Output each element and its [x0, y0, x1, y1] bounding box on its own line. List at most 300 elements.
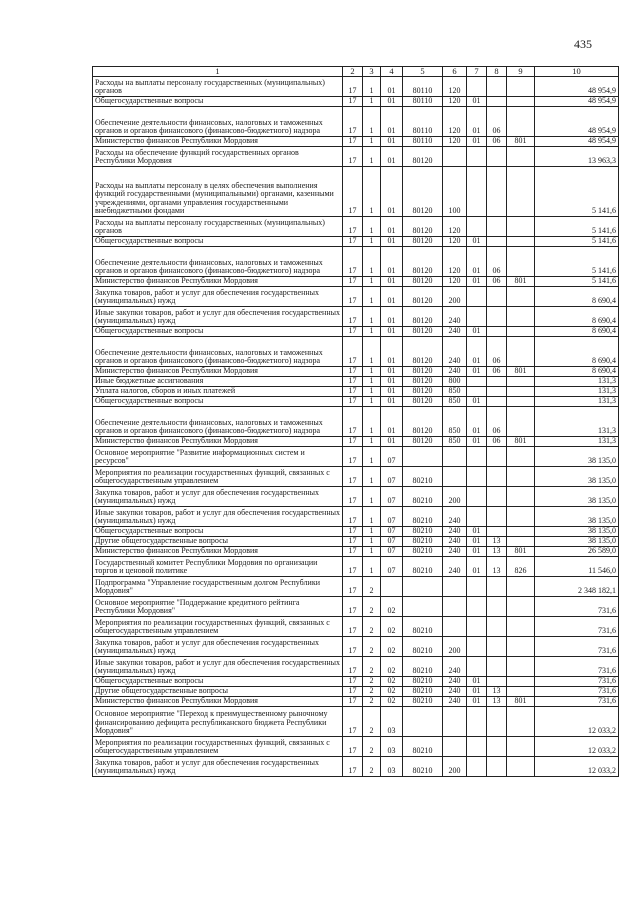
row-code: 01	[381, 97, 403, 107]
row-code: 02	[381, 597, 403, 617]
row-code	[443, 707, 467, 737]
row-amount: 12 033,2	[535, 757, 619, 777]
row-code: 02	[381, 687, 403, 697]
row-code	[507, 707, 535, 737]
table-row	[93, 337, 619, 367]
row-code: 06	[487, 107, 507, 137]
row-code: 1	[363, 217, 381, 237]
row-code: 80210	[403, 757, 443, 777]
row-code: 07	[381, 527, 403, 537]
row-code	[467, 637, 487, 657]
table-row	[93, 697, 619, 707]
row-code: 01	[381, 377, 403, 387]
row-code	[507, 577, 535, 597]
row-code: 120	[443, 137, 467, 147]
column-header: 10	[535, 67, 619, 77]
row-code: 13	[487, 537, 507, 547]
table-row	[93, 407, 619, 437]
row-code: 17	[343, 147, 363, 167]
row-code	[507, 757, 535, 777]
row-code: 17	[343, 527, 363, 537]
row-code: 801	[507, 137, 535, 147]
row-name: Обеспечение деятельности финансовых, налоговых и таможенных органов и органов финансового (финансово-бюджетного) надзора	[93, 247, 343, 277]
row-code: 17	[343, 617, 363, 637]
table-row	[93, 447, 619, 467]
row-code: 80120	[403, 327, 443, 337]
row-code: 01	[467, 107, 487, 137]
row-code: 01	[381, 387, 403, 397]
row-code	[403, 597, 443, 617]
row-amount: 38 135,0	[535, 467, 619, 487]
row-code: 17	[343, 237, 363, 247]
column-header: 6	[443, 67, 467, 77]
row-name: Основное мероприятие "Развитие информационных систем и ресурсов"	[93, 447, 343, 467]
row-code	[381, 577, 403, 597]
row-code: 02	[381, 697, 403, 707]
row-amount: 731,6	[535, 687, 619, 697]
row-code: 01	[381, 327, 403, 337]
row-code: 17	[343, 597, 363, 617]
row-code: 02	[381, 617, 403, 637]
row-amount: 8 690,4	[535, 287, 619, 307]
row-code: 01	[467, 277, 487, 287]
row-code: 17	[343, 537, 363, 547]
row-name: Подпрограмма "Управление государственным долгом Республики Мордовия"	[93, 577, 343, 597]
table-row	[93, 737, 619, 757]
row-code: 06	[487, 337, 507, 367]
row-code: 2	[363, 637, 381, 657]
row-amount: 8 690,4	[535, 337, 619, 367]
row-code: 01	[381, 247, 403, 277]
row-code	[467, 387, 487, 397]
row-code	[507, 537, 535, 547]
row-code: 80120	[403, 397, 443, 407]
row-code: 80210	[403, 697, 443, 707]
row-code	[507, 167, 535, 217]
row-code: 80120	[403, 377, 443, 387]
row-code: 17	[343, 367, 363, 377]
row-code: 17	[343, 557, 363, 577]
row-code	[507, 327, 535, 337]
row-code: 240	[443, 327, 467, 337]
row-code: 801	[507, 697, 535, 707]
row-code	[487, 487, 507, 507]
row-code	[487, 327, 507, 337]
row-code: 01	[467, 557, 487, 577]
row-amount: 5 141,6	[535, 217, 619, 237]
row-code: 80110	[403, 77, 443, 97]
row-amount: 5 141,6	[535, 277, 619, 287]
row-code: 240	[443, 337, 467, 367]
table-row	[93, 577, 619, 597]
row-code: 80210	[403, 687, 443, 697]
row-code	[443, 467, 467, 487]
table-row	[93, 557, 619, 577]
row-name: Иные бюджетные ассигнования	[93, 377, 343, 387]
row-name: Иные закупки товаров, работ и услуг для обеспечения государственных (муниципальных) нужд	[93, 657, 343, 677]
row-code: 01	[381, 277, 403, 287]
row-code	[507, 287, 535, 307]
table-row	[93, 307, 619, 327]
row-code: 07	[381, 547, 403, 557]
row-code: 801	[507, 367, 535, 377]
row-code: 03	[381, 757, 403, 777]
row-code: 2	[363, 617, 381, 637]
row-amount: 5 141,6	[535, 167, 619, 217]
row-amount: 48 954,9	[535, 97, 619, 107]
table-row	[93, 217, 619, 237]
row-code: 80110	[403, 137, 443, 147]
row-code: 06	[487, 437, 507, 447]
row-code: 200	[443, 287, 467, 307]
row-code	[507, 307, 535, 327]
row-code: 80120	[403, 217, 443, 237]
row-code: 240	[443, 507, 467, 527]
row-name: Общегосударственные вопросы	[93, 397, 343, 407]
row-amount: 731,6	[535, 637, 619, 657]
column-header: 7	[467, 67, 487, 77]
row-code: 80210	[403, 507, 443, 527]
row-code: 1	[363, 377, 381, 387]
row-code: 1	[363, 507, 381, 527]
row-code	[403, 707, 443, 737]
row-code: 01	[381, 77, 403, 97]
row-code: 240	[443, 557, 467, 577]
row-code: 17	[343, 327, 363, 337]
row-code	[467, 657, 487, 677]
row-amount: 5 141,6	[535, 247, 619, 277]
row-code: 120	[443, 237, 467, 247]
row-amount: 8 690,4	[535, 327, 619, 337]
row-code: 80120	[403, 277, 443, 287]
table-row	[93, 617, 619, 637]
row-name: Другие общегосударственные вопросы	[93, 687, 343, 697]
row-code: 1	[363, 367, 381, 377]
row-code: 80210	[403, 537, 443, 547]
table-row	[93, 277, 619, 287]
table-row	[93, 757, 619, 777]
row-code	[487, 447, 507, 467]
column-header: 8	[487, 67, 507, 77]
row-code: 02	[381, 657, 403, 677]
row-code	[467, 737, 487, 757]
row-code	[507, 77, 535, 97]
row-code: 17	[343, 697, 363, 707]
row-code	[467, 507, 487, 527]
row-code	[507, 217, 535, 237]
row-code: 17	[343, 487, 363, 507]
row-code: 2	[363, 697, 381, 707]
row-code	[487, 677, 507, 687]
row-code: 01	[381, 167, 403, 217]
table-row	[93, 597, 619, 617]
row-code: 06	[487, 137, 507, 147]
row-code: 120	[443, 217, 467, 237]
row-code	[467, 167, 487, 217]
row-code: 13	[487, 687, 507, 697]
row-amount: 8 690,4	[535, 367, 619, 377]
row-code	[507, 247, 535, 277]
row-amount: 131,3	[535, 387, 619, 397]
row-code: 80120	[403, 407, 443, 437]
row-code: 1	[363, 327, 381, 337]
row-code: 01	[381, 407, 403, 437]
row-code: 01	[381, 397, 403, 407]
column-header: 1	[93, 67, 343, 77]
table-row	[93, 677, 619, 687]
row-code: 1	[363, 337, 381, 367]
row-code: 120	[443, 107, 467, 137]
row-code: 17	[343, 507, 363, 527]
row-code: 17	[343, 107, 363, 137]
row-code: 850	[443, 397, 467, 407]
row-code: 1	[363, 387, 381, 397]
table-row	[93, 167, 619, 217]
row-code: 01	[467, 547, 487, 557]
row-amount: 12 033,2	[535, 707, 619, 737]
row-code: 80110	[403, 107, 443, 137]
row-code: 07	[381, 557, 403, 577]
table-row	[93, 147, 619, 167]
row-code	[507, 97, 535, 107]
row-code: 07	[381, 537, 403, 547]
row-code	[507, 407, 535, 437]
row-code: 17	[343, 447, 363, 467]
row-code	[487, 467, 507, 487]
table-row	[93, 537, 619, 547]
row-code: 120	[443, 277, 467, 287]
row-name: Общегосударственные вопросы	[93, 237, 343, 247]
row-code	[467, 707, 487, 737]
row-code: 01	[381, 337, 403, 367]
row-code: 240	[443, 657, 467, 677]
row-code: 01	[467, 367, 487, 377]
table-row	[93, 547, 619, 557]
row-code: 07	[381, 467, 403, 487]
row-amount: 38 135,0	[535, 447, 619, 467]
row-amount: 48 954,9	[535, 77, 619, 97]
row-code: 800	[443, 377, 467, 387]
row-code: 01	[467, 137, 487, 147]
row-code: 1	[363, 407, 381, 437]
row-amount: 131,3	[535, 407, 619, 437]
row-code: 17	[343, 287, 363, 307]
row-code: 240	[443, 537, 467, 547]
row-code: 80120	[403, 367, 443, 377]
row-code	[487, 237, 507, 247]
row-name: Обеспечение деятельности финансовых, налоговых и таможенных органов и органов финансового (финансово-бюджетного) надзора	[93, 337, 343, 367]
row-code	[487, 167, 507, 217]
row-name: Закупка товаров, работ и услуг для обеспечения государственных (муниципальных) нужд	[93, 637, 343, 657]
row-code	[443, 447, 467, 467]
row-code	[507, 507, 535, 527]
row-code: 80120	[403, 437, 443, 447]
row-code	[487, 97, 507, 107]
row-name: Общегосударственные вопросы	[93, 527, 343, 537]
row-name: Министерство финансов Республики Мордовия	[93, 367, 343, 377]
row-code: 07	[381, 507, 403, 527]
row-code	[487, 397, 507, 407]
row-code	[403, 577, 443, 597]
row-code	[467, 287, 487, 307]
row-code: 80110	[403, 97, 443, 107]
row-code	[467, 467, 487, 487]
row-name: Министерство финансов Республики Мордовия	[93, 547, 343, 557]
row-code	[487, 387, 507, 397]
row-name: Уплата налогов, сборов и иных платежей	[93, 387, 343, 397]
row-code: 80210	[403, 677, 443, 687]
row-code: 80120	[403, 167, 443, 217]
table-row	[93, 687, 619, 697]
row-code: 17	[343, 707, 363, 737]
column-header: 4	[381, 67, 403, 77]
budget-table	[92, 66, 619, 777]
row-code: 801	[507, 277, 535, 287]
row-amount: 38 135,0	[535, 527, 619, 537]
row-amount: 731,6	[535, 617, 619, 637]
row-code: 1	[363, 487, 381, 507]
row-code: 17	[343, 737, 363, 757]
row-code: 120	[443, 97, 467, 107]
row-code	[487, 637, 507, 657]
row-code: 1	[363, 307, 381, 327]
row-name: Общегосударственные вопросы	[93, 97, 343, 107]
row-code: 17	[343, 307, 363, 327]
row-code: 03	[381, 737, 403, 757]
row-code	[467, 757, 487, 777]
row-code: 80210	[403, 557, 443, 577]
row-code	[487, 597, 507, 617]
row-amount: 731,6	[535, 597, 619, 617]
row-code: 17	[343, 407, 363, 437]
row-code	[507, 467, 535, 487]
row-code: 80210	[403, 617, 443, 637]
row-name: Мероприятия по реализации государственных функций, связанных с общегосударственным управлением	[93, 467, 343, 487]
row-amount: 38 135,0	[535, 507, 619, 527]
row-code	[507, 527, 535, 537]
row-code: 17	[343, 377, 363, 387]
page-number: 435	[574, 37, 592, 51]
row-amount: 731,6	[535, 677, 619, 687]
row-code	[487, 617, 507, 637]
table-row	[93, 137, 619, 147]
row-amount: 26 589,0	[535, 547, 619, 557]
row-code: 120	[443, 247, 467, 277]
row-code: 80210	[403, 657, 443, 677]
row-code	[507, 147, 535, 167]
row-code: 240	[443, 687, 467, 697]
row-code: 240	[443, 677, 467, 687]
row-name: Закупка товаров, работ и услуг для обеспечения государственных (муниципальных) нужд	[93, 287, 343, 307]
row-code: 17	[343, 547, 363, 557]
row-code: 1	[363, 247, 381, 277]
row-code	[467, 577, 487, 597]
table-row	[93, 397, 619, 407]
row-code: 01	[381, 437, 403, 447]
row-name: Министерство финансов Республики Мордовия	[93, 277, 343, 287]
row-code: 80120	[403, 387, 443, 397]
row-code	[467, 447, 487, 467]
row-code	[487, 77, 507, 97]
row-code: 17	[343, 677, 363, 687]
column-header: 3	[363, 67, 381, 77]
row-code: 01	[467, 237, 487, 247]
row-code	[487, 527, 507, 537]
row-code	[507, 107, 535, 137]
row-code: 80210	[403, 737, 443, 757]
row-name: Расходы на обеспечение функций государственных органов Республики Мордовия	[93, 147, 343, 167]
row-code: 01	[381, 237, 403, 247]
row-code: 17	[343, 637, 363, 657]
row-code	[443, 147, 467, 167]
row-code: 850	[443, 407, 467, 437]
row-code: 240	[443, 367, 467, 377]
row-code	[507, 737, 535, 757]
row-name: Другие общегосударственные вопросы	[93, 537, 343, 547]
row-amount: 2 348 182,1	[535, 577, 619, 597]
row-code	[467, 377, 487, 387]
row-code: 13	[487, 557, 507, 577]
row-code: 100	[443, 167, 467, 217]
row-code	[467, 597, 487, 617]
row-code: 02	[381, 677, 403, 687]
table-row	[93, 377, 619, 387]
row-code: 17	[343, 337, 363, 367]
row-code: 17	[343, 97, 363, 107]
row-name: Расходы на выплаты персоналу государственных (муниципальных) органов	[93, 77, 343, 97]
row-code	[443, 577, 467, 597]
table-row	[93, 237, 619, 247]
row-code	[467, 487, 487, 507]
row-code: 1	[363, 77, 381, 97]
row-amount: 38 135,0	[535, 487, 619, 507]
row-code: 80210	[403, 487, 443, 507]
row-code	[487, 657, 507, 677]
table-row	[93, 437, 619, 447]
row-code: 17	[343, 137, 363, 147]
row-code: 1	[363, 447, 381, 467]
row-code: 01	[467, 327, 487, 337]
row-code: 01	[381, 107, 403, 137]
table-row	[93, 287, 619, 307]
row-code: 2	[363, 707, 381, 737]
row-code: 01	[467, 687, 487, 697]
row-name: Расходы на выплаты персоналу в целях обеспечения выполнения функций государственными (муниципальными) органами, казенными учреждениями, органами управления государственными внебюджетными фондами	[93, 167, 343, 217]
table-row	[93, 487, 619, 507]
row-code: 07	[381, 487, 403, 507]
row-code	[507, 447, 535, 467]
row-code	[487, 377, 507, 387]
row-code	[507, 397, 535, 407]
row-code: 80120	[403, 287, 443, 307]
table-row	[93, 507, 619, 527]
row-code: 80210	[403, 527, 443, 537]
row-name: Мероприятия по реализации государственных функций, связанных с общегосударственным управлением	[93, 617, 343, 637]
row-code: 01	[381, 307, 403, 327]
row-code: 06	[487, 247, 507, 277]
row-code	[507, 337, 535, 367]
row-code: 1	[363, 467, 381, 487]
row-code: 80210	[403, 547, 443, 557]
row-code: 120	[443, 77, 467, 97]
row-code: 01	[467, 537, 487, 547]
row-code: 01	[381, 367, 403, 377]
row-code: 01	[467, 697, 487, 707]
row-code	[507, 677, 535, 687]
row-code: 200	[443, 487, 467, 507]
row-code: 1	[363, 277, 381, 287]
row-code: 17	[343, 167, 363, 217]
